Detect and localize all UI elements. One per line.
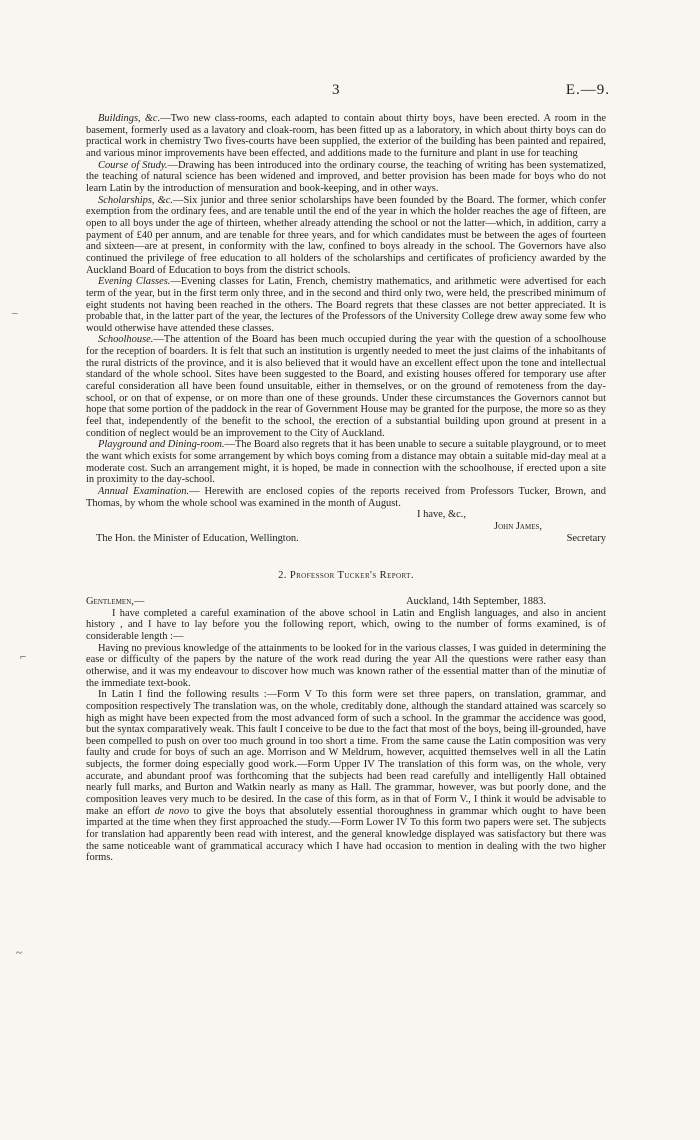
document-body — [86, 113, 606, 864]
report-paragraph: Having no previous knowledge of the attainments to be looked for in the various classes, I was guided in determining the ease or difficulty of the papers by the nature of the work read during the year All the questions were rather easy than otherwise, and it was my endeavour to discover how much was known rather of the essential matter than of the minutiæ of the immediate text-book. — [86, 642, 606, 689]
margin-mark: ~ — [16, 947, 22, 959]
letter-paragraph — [86, 486, 606, 509]
latin-rest-text: to give the boys that absolutely essential thoroughness in grammar which ought to have been imparted at the time when they first approached the study.—Form Lower IV To this form two papers were set. The subjects for translation had apparently been read with interest, and the general knowledge displayed was satisfactory but there was the same noticeable want of grammatical accuracy which I have had occasion to mention in dealing with the two higher forms. — [86, 805, 606, 864]
letter-section — [86, 113, 606, 509]
paragraph-heading: Playground and Dining-room. — [98, 439, 225, 451]
paragraph-heading: Scholarships, &c. — [98, 194, 174, 206]
paragraph-heading: Buildings, &c. — [98, 113, 161, 124]
document-reference: E.—9. — [565, 82, 610, 98]
page-number: 3 — [332, 82, 340, 98]
dateline: Auckland, 14th September, 1883. — [406, 595, 546, 607]
addressee: The Hon. the Minister of Education, Wellington. — [96, 532, 299, 544]
letter-paragraph — [86, 276, 606, 334]
paragraph-heading: Course of Study. — [98, 159, 168, 171]
paragraph-text: —The Board also regrets that it has been unable to secure a suitable playground, or to meet the want which exists for some arrangement by which boys coming from a distance may obtain a suitable mid-day meal at a moderate cost. Such an arrangement might, it is hoped, be made in connection with the schoolhouse, if erected upon a site in proximity to the day-school. — [86, 439, 607, 486]
letter-paragraph — [86, 160, 606, 195]
salutation-row — [86, 596, 606, 608]
letter-paragraph — [86, 113, 606, 160]
latin-phrase: de novo — [154, 805, 190, 817]
report-title: 2. Professor Tucker's Report. — [278, 570, 414, 582]
paragraph-text: — Herewith are enclosed copies of the reports received from Professors Tucker, Brown, and Thomas, by whom the whole school was examined in the month of August. — [86, 486, 606, 509]
latin-intro-text: In Latin I find the following results :—Form V To this form were set three papers, on translation, grammar, and composition respectively The translation was, on the whole, creditably done, although the standard attained was scarcely so high as might have been expected from the most advanced form of such a school. In the grammar the accidence was good, but the syntax comparatively weak. This fault I conceive to be due to the fact that most of the boys, being ill-grounded, have been compelled to push on over too much ground in too short a time. From the same cause the Latin composition was very faulty and crude for boys of such an age. Morrison and W Meldrum, however, acquitted themselves well in all the Latin subjects, the former doing especially good work.—Form Upper IV The translation of this form was, on the whole, very accurate, and abundant proof was forthcoming that the subjects had been read carefully and intelligently Hall obtained nearly full marks, and Burton and Watkin nearly as many as Hall. The grammar, however, was but poorly done, and the composition leaves very much to be desired. In the case of this form, as in that of Form V., I think it would be advisable to make an effort — [86, 689, 606, 817]
paragraph-heading: Annual Examination. — [98, 486, 190, 497]
addressee-row — [86, 533, 606, 545]
letter-paragraph — [86, 334, 606, 439]
report-paragraph-latin — [86, 689, 606, 864]
letter-paragraph — [86, 195, 606, 277]
paragraph-text: —Six junior and three senior scholarships have been founded by the Board. The former, which confer exemption from the ordinary fees, and are tenable until the end of the year in which the holder reaches the age of fifteen, are open to all boys under the age of thirteen, whether already attending the school or not the latter—which, in addition, carry a payment of £40 per annum, and are tenable for three years, and for which candidates must be between the ages of fourteen and sixteen—are at present, in conformity with the law, confined to boys already in the school. The Governors have also continued the privilege of free education to all holders of the scholarships and certificates of proficiency awarded by the Auckland Board of Education to boys from the district schools. — [86, 194, 606, 276]
closing-line: I have, &c., — [417, 509, 466, 521]
paragraph-text: —Two new class-rooms, each adapted to contain about thirty boys, have been erected. A room in the basement, formerly used as a lavatory and cloak-room, has been fitted up as a laboratory, in which about thirty boys can do practical work in chemistry Two fives-courts have been supplied, the exterior of the building has been painted and repaired, and various minor improvements have been effected, and additions made to the furniture and plant in use for teaching — [86, 113, 606, 159]
report-paragraph: I have completed a careful examination of the above school in Latin and English languages, and also in ancient history , and I have to lay before you the following report, which, owing to the number of forms examined, is of considerable length :— — [86, 607, 606, 642]
report-section — [86, 608, 606, 690]
signer-title: Secretary — [566, 532, 606, 544]
paragraph-heading: Schoolhouse. — [98, 334, 154, 346]
signer-name: John James, — [494, 520, 542, 532]
paragraph-heading: Evening Classes. — [98, 276, 171, 288]
paragraph-text: —Evening classes for Latin, French, chemistry mathematics, and arithmetic were advertised for each term of the year, but in the first term only three, and in the second and third only two, were held, the prescribed minimum of eight students not having been reached in the others. The Board regrets that these classes are not better appreciated. It is probable that, in the latter part of the year, the lectures of the Professors of the University College drew away some few who would otherwise have attended these classes. — [86, 276, 606, 334]
margin-mark: ⌐ — [20, 651, 27, 663]
margin-mark: – — [12, 307, 18, 319]
letter-paragraph — [86, 439, 606, 486]
salutation: Gentlemen,— — [86, 595, 145, 607]
paragraph-text: —Drawing has been introduced into the ordinary course, the teaching of writing has been systematized, the teaching of natural science has been widened and improved, and better provision has been made for boys who do not learn Latin by the introduction of mensuration and book-keeping, and in other ways. — [86, 159, 606, 194]
paragraph-text: —The attention of the Board has been much occupied during the year with the question of a schoolhouse for the reception of boarders. It is felt that such an institution is urgently needed to meet the just claims of the inhabitants of the rural districts of the province, and it is also believed that it would have an excellent effect upon the tone and intellectual standard of the whole school. Sites have been suggested to the Board, and existing houses offered for temporary use after careful consideration all have been found unsuitable, either in themselves, or on the ground of remoteness from the day-school, or on that of expense, or on more than one of these grounds. Under these circumstances the Governors cannot but hope that some portion of the paddock in the rear of Government House may be granted for the purpose, the more so as they feel that, independently of the benefit to the school, the erection of a substantial building upon ground at present in a condition of neglect would be an improvement to the City of Auckland. — [86, 334, 606, 439]
